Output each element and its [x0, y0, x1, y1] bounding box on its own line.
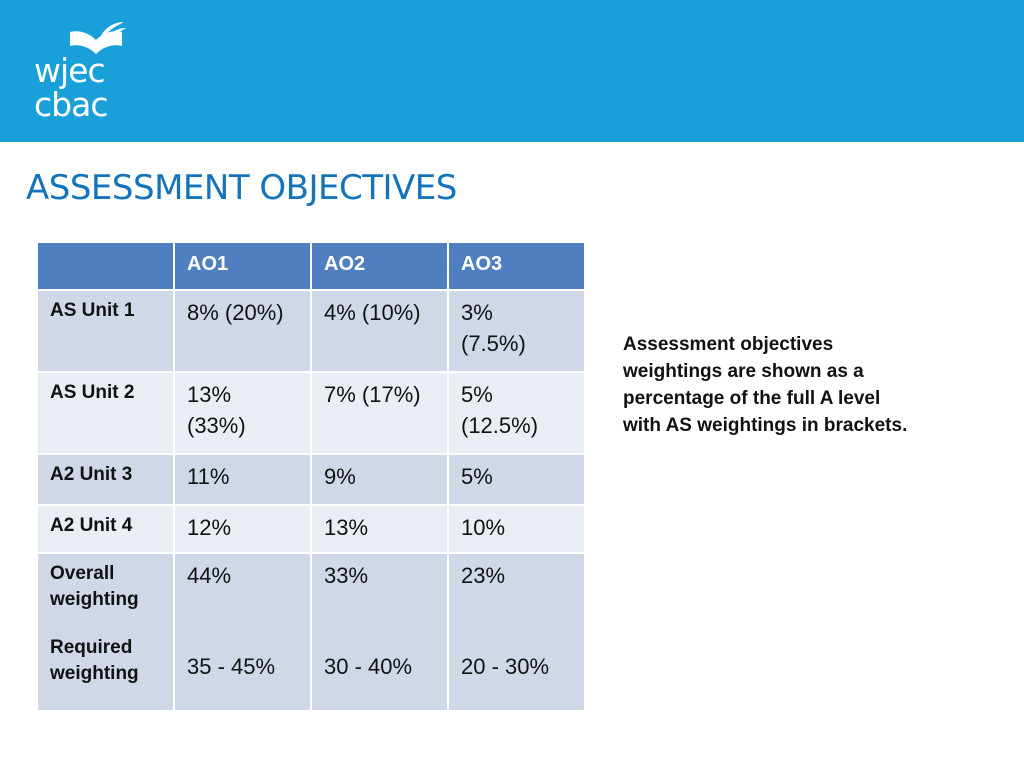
table-cell-weighting — [449, 554, 586, 712]
logo-text-cbac: cbac — [34, 85, 108, 124]
table-cell: 11% — [175, 455, 312, 506]
overall-value: 44% — [187, 563, 232, 588]
table-cell: 13% — [312, 506, 449, 554]
header-banner — [0, 0, 1024, 142]
table-cell-weighting — [312, 554, 449, 712]
required-value: 30 - 40% — [324, 654, 413, 679]
row-label: AS Unit 1 — [38, 291, 175, 373]
column-header-ao3: AO3 — [449, 243, 586, 291]
table-row — [38, 291, 586, 373]
table-cell-weighting — [175, 554, 312, 712]
column-header-ao1: AO1 — [175, 243, 312, 291]
table-cell: 4% (10%) — [312, 291, 449, 373]
row-label: AS Unit 2 — [38, 373, 175, 455]
table-row — [38, 506, 586, 554]
page-title: ASSESSMENT OBJECTIVES — [26, 168, 457, 208]
table-row — [38, 455, 586, 506]
table-cell: 5% (12.5%) — [449, 373, 586, 455]
row-label-weighting — [38, 554, 175, 712]
logo-text-wjec: wjec — [34, 51, 105, 90]
table-cell: 7% (17%) — [312, 373, 449, 455]
overall-value: 23% — [461, 563, 506, 588]
overall-value: 33% — [324, 563, 369, 588]
column-header-ao2: AO2 — [312, 243, 449, 291]
table-cell: 12% — [175, 506, 312, 554]
required-value: 35 - 45% — [187, 654, 276, 679]
row-label: A2 Unit 3 — [38, 455, 175, 506]
table-cell: 8% (20%) — [175, 291, 312, 373]
assessment-objectives-table — [38, 243, 586, 712]
table-row-weighting — [38, 554, 586, 712]
required-value: 20 - 30% — [461, 654, 550, 679]
table-cell: 10% — [449, 506, 586, 554]
wjec-cbac-logo — [30, 20, 130, 124]
table-cell: 9% — [312, 455, 449, 506]
required-weighting-label: Required weighting — [50, 637, 139, 684]
table-header-row — [38, 243, 586, 291]
column-header-empty — [38, 243, 175, 291]
overall-weighting-label: Overall weighting — [50, 563, 139, 610]
weighting-note: Assessment objectives weightings are shown as a percentage of the full A level with AS weightings in brackets. — [623, 334, 908, 436]
table-cell: 3% (7.5%) — [449, 291, 586, 373]
table-row — [38, 373, 586, 455]
table-cell: 13% (33%) — [175, 373, 312, 455]
row-label: A2 Unit 4 — [38, 506, 175, 554]
table-cell: 5% — [449, 455, 586, 506]
